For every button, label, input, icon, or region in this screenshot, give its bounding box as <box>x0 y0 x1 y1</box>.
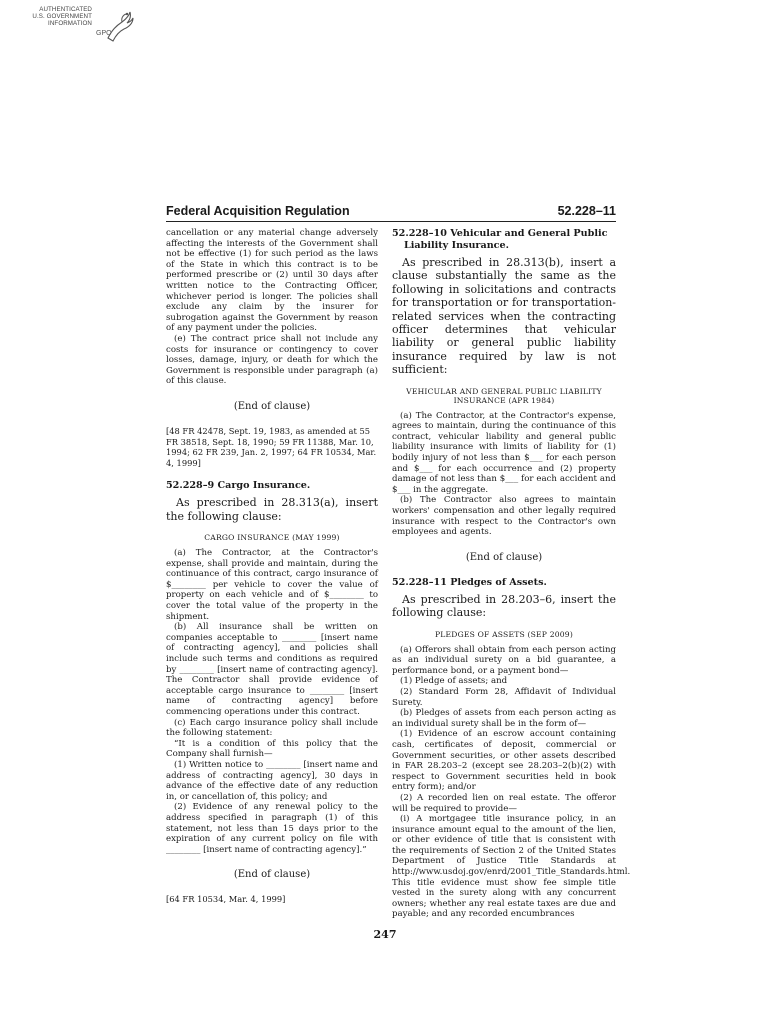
clause-paragraph: (a) The Contractor, at the Contractor's expense, shall provide and maintain, during the continuance of this contract, cargo insurance of $________ per vehicle to cover the value of property on each vehicle and of $________ to cover the total value of the property in the shipment. <box>166 548 378 622</box>
eagle-icon <box>102 8 136 46</box>
section-intro: As prescribed in 28.313(b), insert a clause substantially the same as the following in solicitations and contracts for transportation or for transportation-related services when the contracting officer determines that vehicular liability or general public liability insurance required by law is not sufficient: <box>392 256 616 377</box>
clause-paragraph: “It is a condition of this policy that the Company shall furnish— <box>166 738 378 760</box>
clause-paragraph: (i) A mortgagee title insurance policy, in an insurance amount equal to the amount of the lien, or other evidence of title that is consistent with the requirements of Section 2 of the United States Department of Justice Title Standards at http://www.usdoj.gov/enrd/2001_Title_Standards.html. This title evidence must show fee simple title vested in the surety along with any concurrent owners; whether any real estate taxes are due and payable; and any recorded encumbrances <box>392 814 631 920</box>
header-section-number: 52.228–11 <box>557 204 616 218</box>
section-intro: As prescribed in 28.313(a), insert the following clause: <box>166 496 378 523</box>
paragraph: cancellation or any material change adversely affecting the interests of the Government shall not be effective (1) for such period as the laws of the State in which this contract is to be performed prescribe or (2) until 30 days after written notice to the Contracting Officer, whichever period is longer. The policies shall exclude any claim by the insurer for subrogation against the Government by reason of any payment under the policies. <box>166 228 378 334</box>
page-number: 247 <box>373 928 397 941</box>
citation: [48 FR 42478, Sept. 19, 1983, as amended at 55 FR 38518, Sept. 18, 1990; 59 FR 11388, Mar. 10, 1994; 62 FR 239, Jan. 2, 1997; 64 FR 10534, Mar. 4, 1999] <box>166 425 377 468</box>
clause-paragraph: (1) Pledge of assets; and <box>400 676 508 687</box>
logo-line-2: U.S. GOVERNMENT <box>32 13 92 20</box>
clause-paragraph: (2) A recorded lien on real estate. The offeror will be required to provide— <box>392 792 616 814</box>
clause-title: CARGO INSURANCE (MAY 1999) <box>204 533 340 543</box>
clause-title: VEHICULAR AND GENERAL PUBLIC LIABILITY <box>406 386 602 396</box>
clause-paragraph: (b) The Contractor also agrees to maintain workers' compensation and other legally required insurance with respect to the Contractor's own employees and agents. <box>392 495 616 538</box>
end-of-clause: (End of clause) <box>465 551 543 563</box>
gpo-authentication-logo <box>32 6 142 50</box>
right-column <box>392 228 631 920</box>
clause-paragraph: (b) All insurance shall be written on companies acceptable to ________ [insert name of contracting agency], and policies shall include such terms and conditions as required by ________ [insert name of contracting agency]. The Contractor shall provide evidence of acceptable cargo insurance to ________ [insert name of contracting agency] before commencing operations under this contract. <box>166 622 378 717</box>
clause-paragraph: (a) The Contractor, at the Contractor's expense, agrees to maintain, during the continuance of this contract, vehicular liability and general public liability insurance with limits of liability for (1) bodily injury of not less than $___ for each person and $___ for each occurrence and (2) property damage of not less than $___ for each accident and $___ in the aggregate. <box>392 410 616 495</box>
section-heading: 52.228–11 Pledges of Assets. <box>392 576 547 588</box>
section-heading: 52.228–9 Cargo Insurance. <box>166 480 311 492</box>
logo-text <box>32 6 92 27</box>
end-of-clause: (End of clause) <box>233 400 311 412</box>
section-heading: 52.228–10 Vehicular and General Public Liability Insurance. <box>392 228 608 251</box>
paragraph: (e) The contract price shall not include any costs for insurance or contingency to cover losses, damage, injury, or death for which the Government is responsible under paragraph (a) of this clause. <box>166 333 378 387</box>
clause-paragraph: (2) Evidence of any renewal policy to the address specified in paragraph (1) of this statement, not less than 15 days prior to the expiration of any current policy on file with ________ [insert name of contracting agency].” <box>166 802 378 855</box>
clause-paragraph: (1) Written notice to ________ [insert name and address of contracting agency], 30 days in advance of the effective date of any reduction in, or cancellation of, this policy; and <box>166 759 378 802</box>
logo-gpo: GPO <box>96 30 112 37</box>
clause-title: INSURANCE (APR 1984) <box>453 395 555 405</box>
logo-line-1: AUTHENTICATED <box>39 6 92 13</box>
clause-paragraph: (2) Standard Form 28, Affidavit of Individual Surety. <box>392 686 616 708</box>
running-header <box>166 204 616 220</box>
citation: [64 FR 10534, Mar. 4, 1999] <box>166 894 286 905</box>
clause-title: PLEDGES OF ASSETS (SEP 2009) <box>434 629 574 639</box>
section-intro: As prescribed in 28.203–6, insert the following clause: <box>392 592 616 620</box>
left-column <box>166 228 378 905</box>
clause-paragraph: (c) Each cargo insurance policy shall include the following statement: <box>166 717 378 739</box>
header-title: Federal Acquisition Regulation <box>166 204 350 218</box>
logo-line-3: INFORMATION <box>48 20 92 27</box>
clause-paragraph: (a) Offerors shall obtain from each person acting as an individual surety on a bid guarantee, a performance bond, or a payment bond— <box>392 644 616 676</box>
header-rule <box>166 221 616 222</box>
clause-paragraph: (1) Evidence of an escrow account containing cash, certificates of deposit, commercial or Government securities, or other assets described in FAR 28.203–2 (except see 28.203–2(b)(2) with respect to Government securities held in book entry form); and/or <box>392 729 616 793</box>
end-of-clause: (End of clause) <box>233 869 311 881</box>
clause-paragraph: (b) Pledges of assets from each person acting as an individual surety shall be in the form of— <box>392 708 616 729</box>
